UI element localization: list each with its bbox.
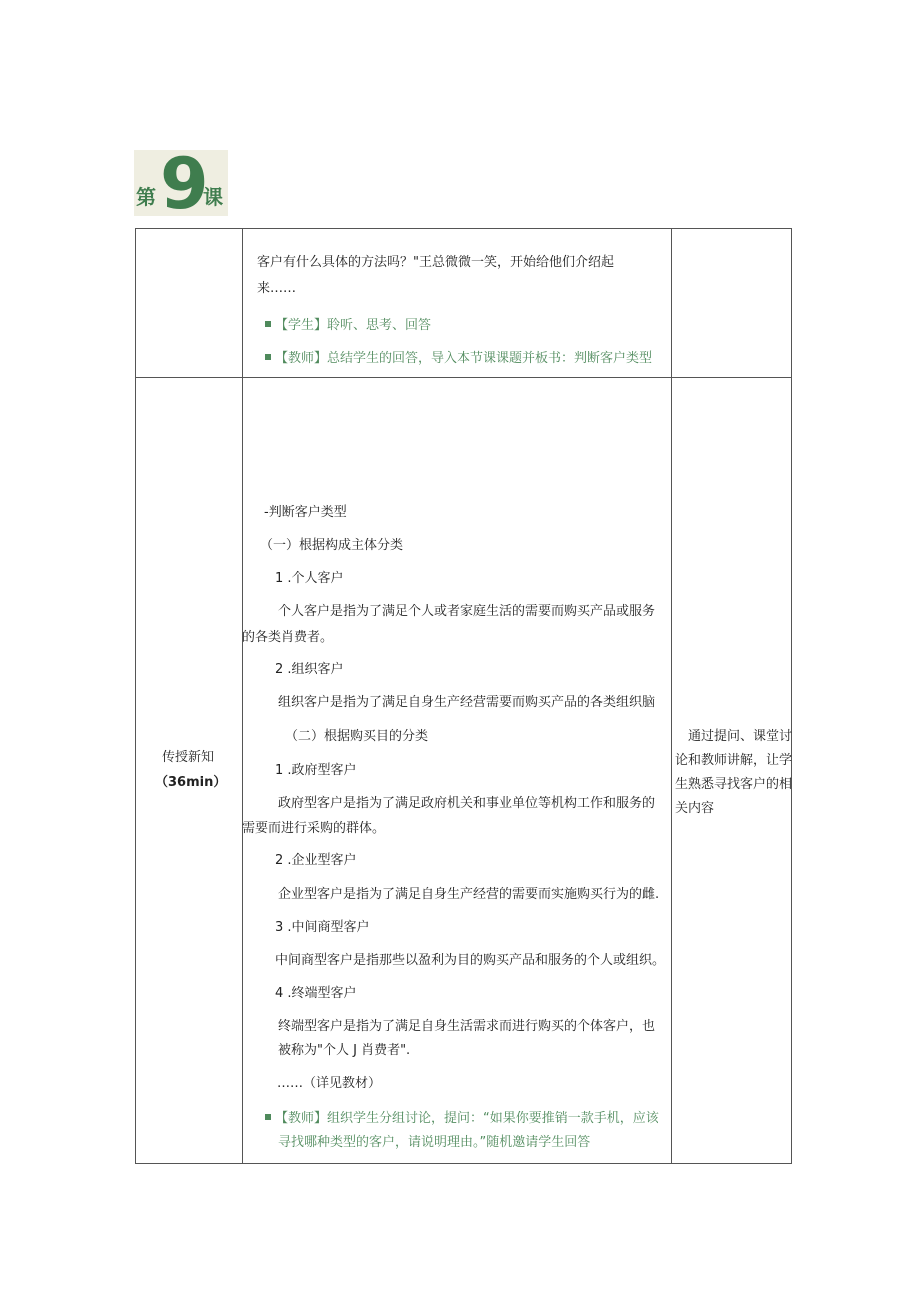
stage-duration: （36min） xyxy=(155,775,227,790)
intent-line-3: 生熟悉寻找客户的相 xyxy=(675,777,793,792)
teacher-activity-2 xyxy=(265,1110,659,1128)
square-bullet-icon xyxy=(265,1114,271,1120)
item-1-text-1: 个人客户是指为了满足个人或者家庭生活的需要而购买产品或服务 xyxy=(278,604,656,619)
item-5-title: 3 .中间商型客户 xyxy=(275,920,370,935)
square-bullet-icon xyxy=(265,354,271,360)
lesson-prefix: 第 xyxy=(136,185,156,209)
teacher-activity-1-text: 【教师】总结学生的回答，导入本节课课题并板书：判断客户类型 xyxy=(275,351,653,366)
lesson-number: 9 xyxy=(160,143,209,225)
table-row-divider xyxy=(135,377,792,378)
item-6-title: 4 .终端型客户 xyxy=(275,986,357,1001)
row1-line2: 来…… xyxy=(257,281,297,296)
table-border-left xyxy=(135,228,136,1164)
section-1-title: （一）根据构成主体分类 xyxy=(260,538,404,553)
item-3-title: 1 .政府型客户 xyxy=(275,763,357,778)
teacher-activity-2-text-1: 【教师】组织学生分组讨论，提问：“如果你要推销一款手机，应该 xyxy=(275,1111,659,1126)
item-2-text: 组织客户是指为了满足自身生产经营需要而购买产品的各类组织脑 xyxy=(278,695,656,710)
item-4-title: 2 .企业型客户 xyxy=(275,853,357,868)
section-2-title: （二）根据购买目的分类 xyxy=(285,729,429,744)
teacher-activity-2-text-2: 寻找哪种类型的客户，请说明理由。”随机邀请学生回答 xyxy=(278,1135,591,1150)
table-border-right xyxy=(791,228,792,1164)
item-1-title: 1 .个人客户 xyxy=(275,571,344,586)
item-6-text-2: 被称为"个人 J 肖费者". xyxy=(278,1043,411,1058)
item-2-title: 2 .组织客户 xyxy=(275,662,344,677)
table-border-bottom xyxy=(135,1163,792,1164)
stage-name: 传授新知 xyxy=(162,750,215,765)
lesson-badge xyxy=(134,143,228,225)
square-bullet-icon xyxy=(265,321,271,327)
content-heading: -判断客户类型 xyxy=(264,505,347,520)
item-3-text-2: 需要而进行采购的群体。 xyxy=(242,821,386,836)
teacher-activity-1 xyxy=(265,350,652,368)
intent-line-2: 论和教师讲解，让学 xyxy=(675,753,793,768)
table-col-divider-1 xyxy=(242,228,243,1164)
intent-line-4: 关内容 xyxy=(675,801,715,816)
item-5-text: 中间商型客户是指那些以盈利为目的购买产品和服务的个人或组织。 xyxy=(275,953,666,968)
intent-line-1: 通过提问、课堂讨 xyxy=(688,729,793,744)
item-3-text-1: 政府型客户是指为了满足政府机关和事业单位等机构工作和服务的 xyxy=(278,796,656,811)
lesson-table xyxy=(135,228,792,1164)
table-border-top xyxy=(135,228,792,229)
item-1-text-2: 的各类肖费者。 xyxy=(242,630,334,645)
row1-line1: 客户有什么具体的方法吗？"王总微微一笑，开始给他们介绍起 xyxy=(257,255,614,270)
item-4-text: 企业型客户是指为了满足自身生产经营的需要而实施购买行为的雌. xyxy=(278,887,660,902)
item-6-text-1: 终端型客户是指为了满足自身生活需求而进行购买的个体客户，也 xyxy=(278,1019,656,1034)
student-activity-text: 【学生】聆听、思考、回答 xyxy=(275,318,432,333)
lesson-suffix: 课 xyxy=(203,185,223,209)
see-textbook: ……（详见教材） xyxy=(277,1076,382,1091)
table-col-divider-2 xyxy=(671,228,672,1164)
student-activity xyxy=(265,317,431,335)
